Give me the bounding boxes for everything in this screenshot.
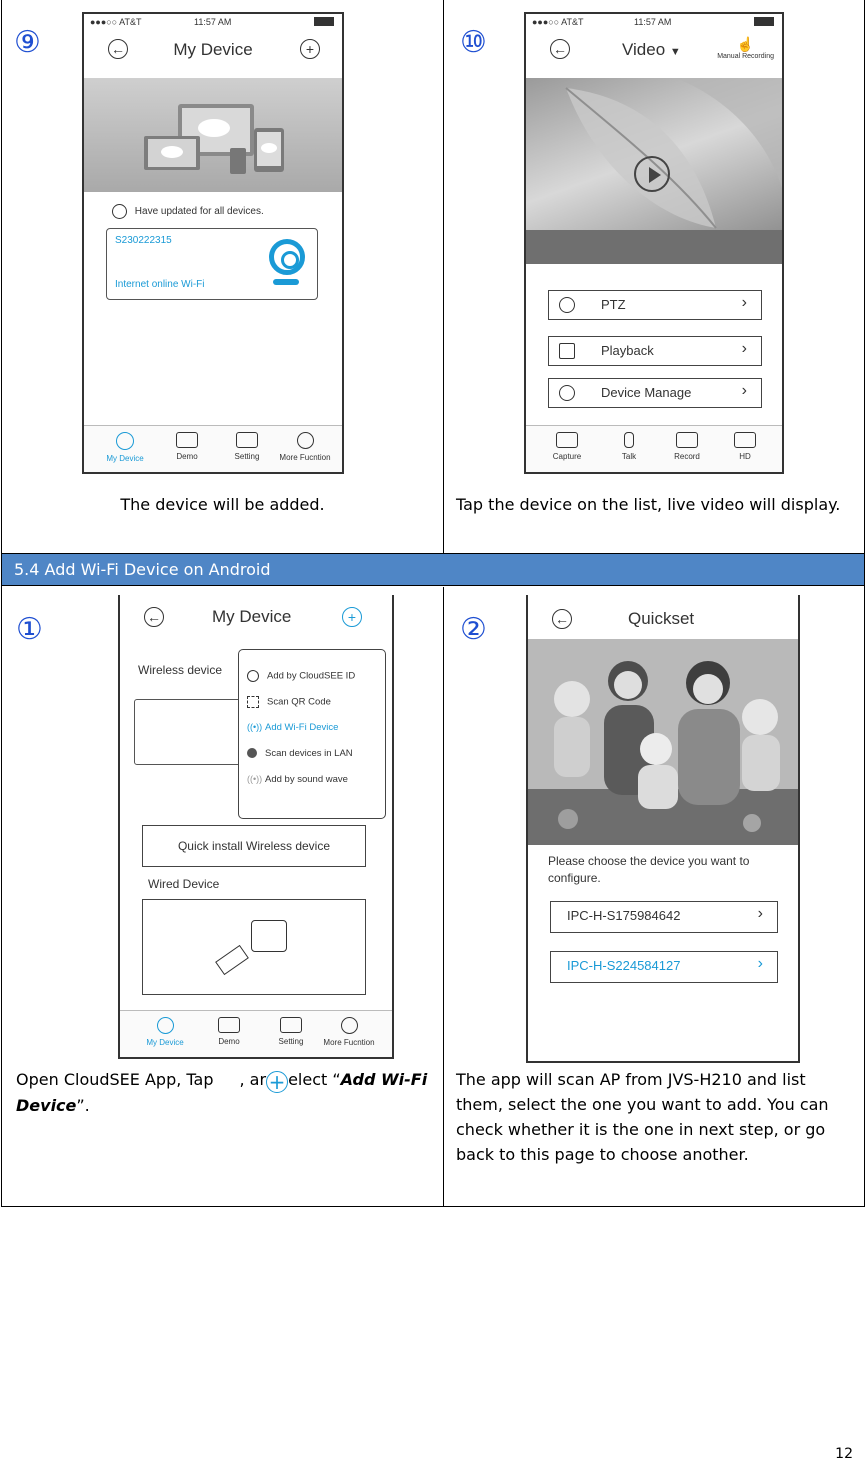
menu-playback[interactable] bbox=[548, 336, 762, 366]
menu-ptz[interactable] bbox=[548, 290, 762, 320]
gear-icon bbox=[559, 385, 575, 401]
dropdown-item-sound-wave[interactable] bbox=[247, 774, 348, 785]
screen-title: Quickset bbox=[628, 609, 695, 628]
more-tab-icon bbox=[341, 1017, 358, 1034]
phone-screenshot-video bbox=[524, 12, 784, 474]
menu-label: PTZ bbox=[601, 297, 626, 312]
quick-install-label: Quick install Wireless device bbox=[177, 839, 331, 853]
caption-step-10: Tap the device on the list, live video will display. bbox=[456, 495, 841, 514]
device-card[interactable] bbox=[106, 228, 318, 300]
toolbar-label: Talk bbox=[621, 452, 637, 461]
menu-label: Device Manage bbox=[601, 385, 692, 400]
caption-text: elect “ bbox=[288, 1070, 341, 1089]
page-number: 12 bbox=[835, 1446, 853, 1462]
time-text: 11:57 AM bbox=[194, 17, 232, 27]
dropdown-label: Scan QR Code bbox=[267, 696, 331, 708]
gear-tab-icon bbox=[280, 1017, 302, 1033]
video-toolbar bbox=[526, 425, 782, 472]
toolbar-label: Capture bbox=[552, 452, 582, 461]
chevron-right-icon: › bbox=[757, 955, 763, 972]
camera-icon bbox=[269, 239, 305, 275]
wired-device-box[interactable] bbox=[142, 899, 366, 995]
phone-screenshot-my-device bbox=[82, 12, 344, 474]
dropdown-icon: ▼ bbox=[669, 46, 681, 58]
camera-tab-icon bbox=[157, 1017, 174, 1034]
menu-label: Playback bbox=[601, 343, 654, 358]
manual-recording-label: Manual Recording bbox=[717, 53, 774, 60]
status-bar bbox=[84, 14, 342, 30]
back-icon[interactable]: ← bbox=[552, 609, 572, 629]
cell-step-2 bbox=[444, 587, 864, 1206]
dropdown-item-add-wifi[interactable] bbox=[247, 722, 338, 733]
camera-icon bbox=[247, 670, 259, 682]
play-icon[interactable] bbox=[634, 156, 670, 192]
hand-pointer-icon: ☝ bbox=[736, 36, 755, 52]
video-record-icon bbox=[676, 432, 698, 448]
tab-my-device[interactable] bbox=[130, 1017, 200, 1047]
carrier-text: ●●●○○ AT&T bbox=[90, 17, 142, 27]
step-number: ② bbox=[460, 612, 487, 647]
tab-label: More Fucntion bbox=[323, 1038, 375, 1047]
wired-label: Wired Device bbox=[148, 877, 220, 891]
caption-step-2: The app will scan AP from JVS-H210 and list them, select the one you want to add. You can check whether it is the one in next step, or go back to this page to choose another. bbox=[456, 1070, 829, 1164]
step-number: ⑩ bbox=[460, 25, 487, 60]
chevron-right-icon: › bbox=[741, 340, 747, 357]
tab-label: Setting bbox=[278, 1037, 304, 1046]
section-row bbox=[2, 554, 864, 587]
cable-icon bbox=[215, 945, 249, 975]
tab-more-function[interactable] bbox=[314, 1017, 384, 1047]
caption-step-1 bbox=[16, 1067, 435, 1118]
step-number: ⑨ bbox=[14, 25, 41, 60]
ptz-icon bbox=[559, 297, 575, 313]
caption-text: Open CloudSEE App, Tap bbox=[16, 1070, 214, 1089]
tab-label: My Device bbox=[106, 454, 144, 463]
row-steps-1-2 bbox=[2, 587, 864, 1207]
family-photo bbox=[528, 639, 798, 845]
dropdown-label: Add Wi-Fi Device bbox=[265, 722, 339, 733]
caption-bold-text: Add Wi-Fi Device bbox=[16, 1070, 428, 1115]
wireless-label: Wireless device bbox=[138, 663, 223, 677]
device-id: S230222315 bbox=[115, 235, 172, 246]
phone-screenshot-android-my-device bbox=[118, 595, 394, 1059]
chevron-right-icon: › bbox=[741, 382, 747, 399]
caption-step-9: The device will be added. bbox=[120, 495, 325, 514]
play-tab-icon bbox=[176, 432, 198, 448]
cell-step-9 bbox=[2, 0, 444, 553]
device-item-1[interactable] bbox=[550, 901, 778, 933]
back-icon[interactable]: ← bbox=[108, 39, 128, 59]
add-icon[interactable]: + bbox=[342, 607, 362, 627]
tab-label: Setting bbox=[234, 452, 260, 461]
tab-label: Demo bbox=[218, 1037, 240, 1046]
chevron-right-icon: › bbox=[757, 905, 763, 922]
capture-button[interactable] bbox=[532, 432, 602, 461]
family-photo-image bbox=[528, 639, 798, 845]
more-tab-icon bbox=[297, 432, 314, 449]
sound-wave-icon: ((•)) bbox=[247, 774, 263, 785]
hd-icon bbox=[734, 432, 756, 448]
chevron-right-icon: › bbox=[741, 294, 747, 311]
microphone-icon bbox=[624, 432, 634, 448]
title-text: Video bbox=[622, 40, 666, 59]
caption-text: , ar bbox=[239, 1070, 267, 1089]
dropdown-label: Add by sound wave bbox=[265, 774, 348, 785]
status-bar bbox=[526, 14, 782, 30]
tab-demo[interactable] bbox=[194, 1017, 264, 1046]
devices-illustration-icon bbox=[84, 78, 342, 192]
tab-my-device[interactable] bbox=[90, 432, 160, 463]
cell-step-1 bbox=[2, 587, 444, 1206]
refresh-icon bbox=[112, 204, 127, 219]
caption-text: ”. bbox=[76, 1096, 90, 1115]
screen-title[interactable] bbox=[622, 40, 681, 60]
dropdown-item-cloudsee-id[interactable] bbox=[247, 670, 355, 682]
phone-screenshot-quickset bbox=[526, 595, 800, 1063]
wifi-icon: ((•)) bbox=[247, 722, 263, 733]
toolbar-label: Record bbox=[674, 452, 700, 461]
add-icon[interactable]: + bbox=[300, 39, 320, 59]
back-icon[interactable]: ← bbox=[550, 39, 570, 59]
inline-add-icon: + bbox=[266, 1071, 288, 1093]
carrier-text: ●●●○○ AT&T bbox=[532, 17, 584, 27]
camera-tab-icon bbox=[116, 432, 134, 450]
step-number: ① bbox=[16, 612, 43, 647]
wireless-device-box[interactable] bbox=[134, 699, 246, 765]
playback-icon bbox=[559, 343, 575, 359]
play-tab-icon bbox=[218, 1017, 240, 1033]
tab-bar bbox=[120, 1010, 392, 1057]
tab-more-function[interactable] bbox=[270, 432, 340, 462]
screen-title: My Device bbox=[173, 40, 253, 59]
toolbar-label: HD bbox=[739, 452, 751, 461]
instruction-table bbox=[1, 0, 865, 1207]
hd-button[interactable] bbox=[710, 432, 780, 461]
banner-devices-illustration bbox=[84, 78, 342, 192]
section-title: 5.4 Add Wi-Fi Device on Android bbox=[2, 554, 864, 586]
cell-step-10 bbox=[444, 0, 864, 553]
row-steps-9-10 bbox=[2, 0, 864, 554]
quick-install-button[interactable] bbox=[142, 825, 366, 867]
gear-tab-icon bbox=[236, 432, 258, 448]
dropdown-label: Add by CloudSEE ID bbox=[267, 670, 356, 682]
add-device-dropdown bbox=[238, 649, 386, 819]
video-player[interactable] bbox=[526, 78, 782, 264]
back-icon[interactable]: ← bbox=[144, 607, 164, 627]
update-notice bbox=[112, 204, 264, 219]
dropdown-item-scan-qr[interactable] bbox=[247, 696, 331, 708]
menu-device-manage[interactable] bbox=[548, 378, 762, 408]
time-text: 11:57 AM bbox=[634, 17, 672, 27]
device-label: IPC-H-S175984642 bbox=[567, 908, 681, 923]
screen-title: My Device bbox=[212, 607, 292, 626]
qr-code-icon bbox=[247, 696, 259, 708]
battery-icon bbox=[754, 17, 774, 26]
prompt-text: Please choose the device you want to configure. bbox=[548, 854, 750, 885]
notice-text: Have updated for all devices. bbox=[134, 206, 264, 218]
tab-label: More Fucntion bbox=[279, 453, 331, 462]
tab-bar bbox=[84, 425, 342, 472]
ethernet-port-icon bbox=[251, 920, 287, 952]
manual-recording-button[interactable] bbox=[717, 36, 774, 60]
device-item-2[interactable] bbox=[550, 951, 778, 983]
title-bar bbox=[84, 32, 342, 68]
title-bar bbox=[526, 32, 782, 68]
battery-icon bbox=[314, 17, 334, 26]
device-label: IPC-H-S224584127 bbox=[567, 958, 681, 973]
dropdown-item-scan-lan[interactable] bbox=[247, 748, 353, 759]
radar-icon bbox=[247, 748, 257, 758]
device-status: Internet online Wi-Fi bbox=[115, 279, 205, 290]
video-info-bar bbox=[526, 230, 782, 264]
tab-label: Demo bbox=[176, 452, 198, 461]
camera-icon bbox=[556, 432, 578, 448]
dropdown-label: Scan devices in LAN bbox=[265, 748, 353, 759]
tab-label: My Device bbox=[146, 1038, 184, 1047]
